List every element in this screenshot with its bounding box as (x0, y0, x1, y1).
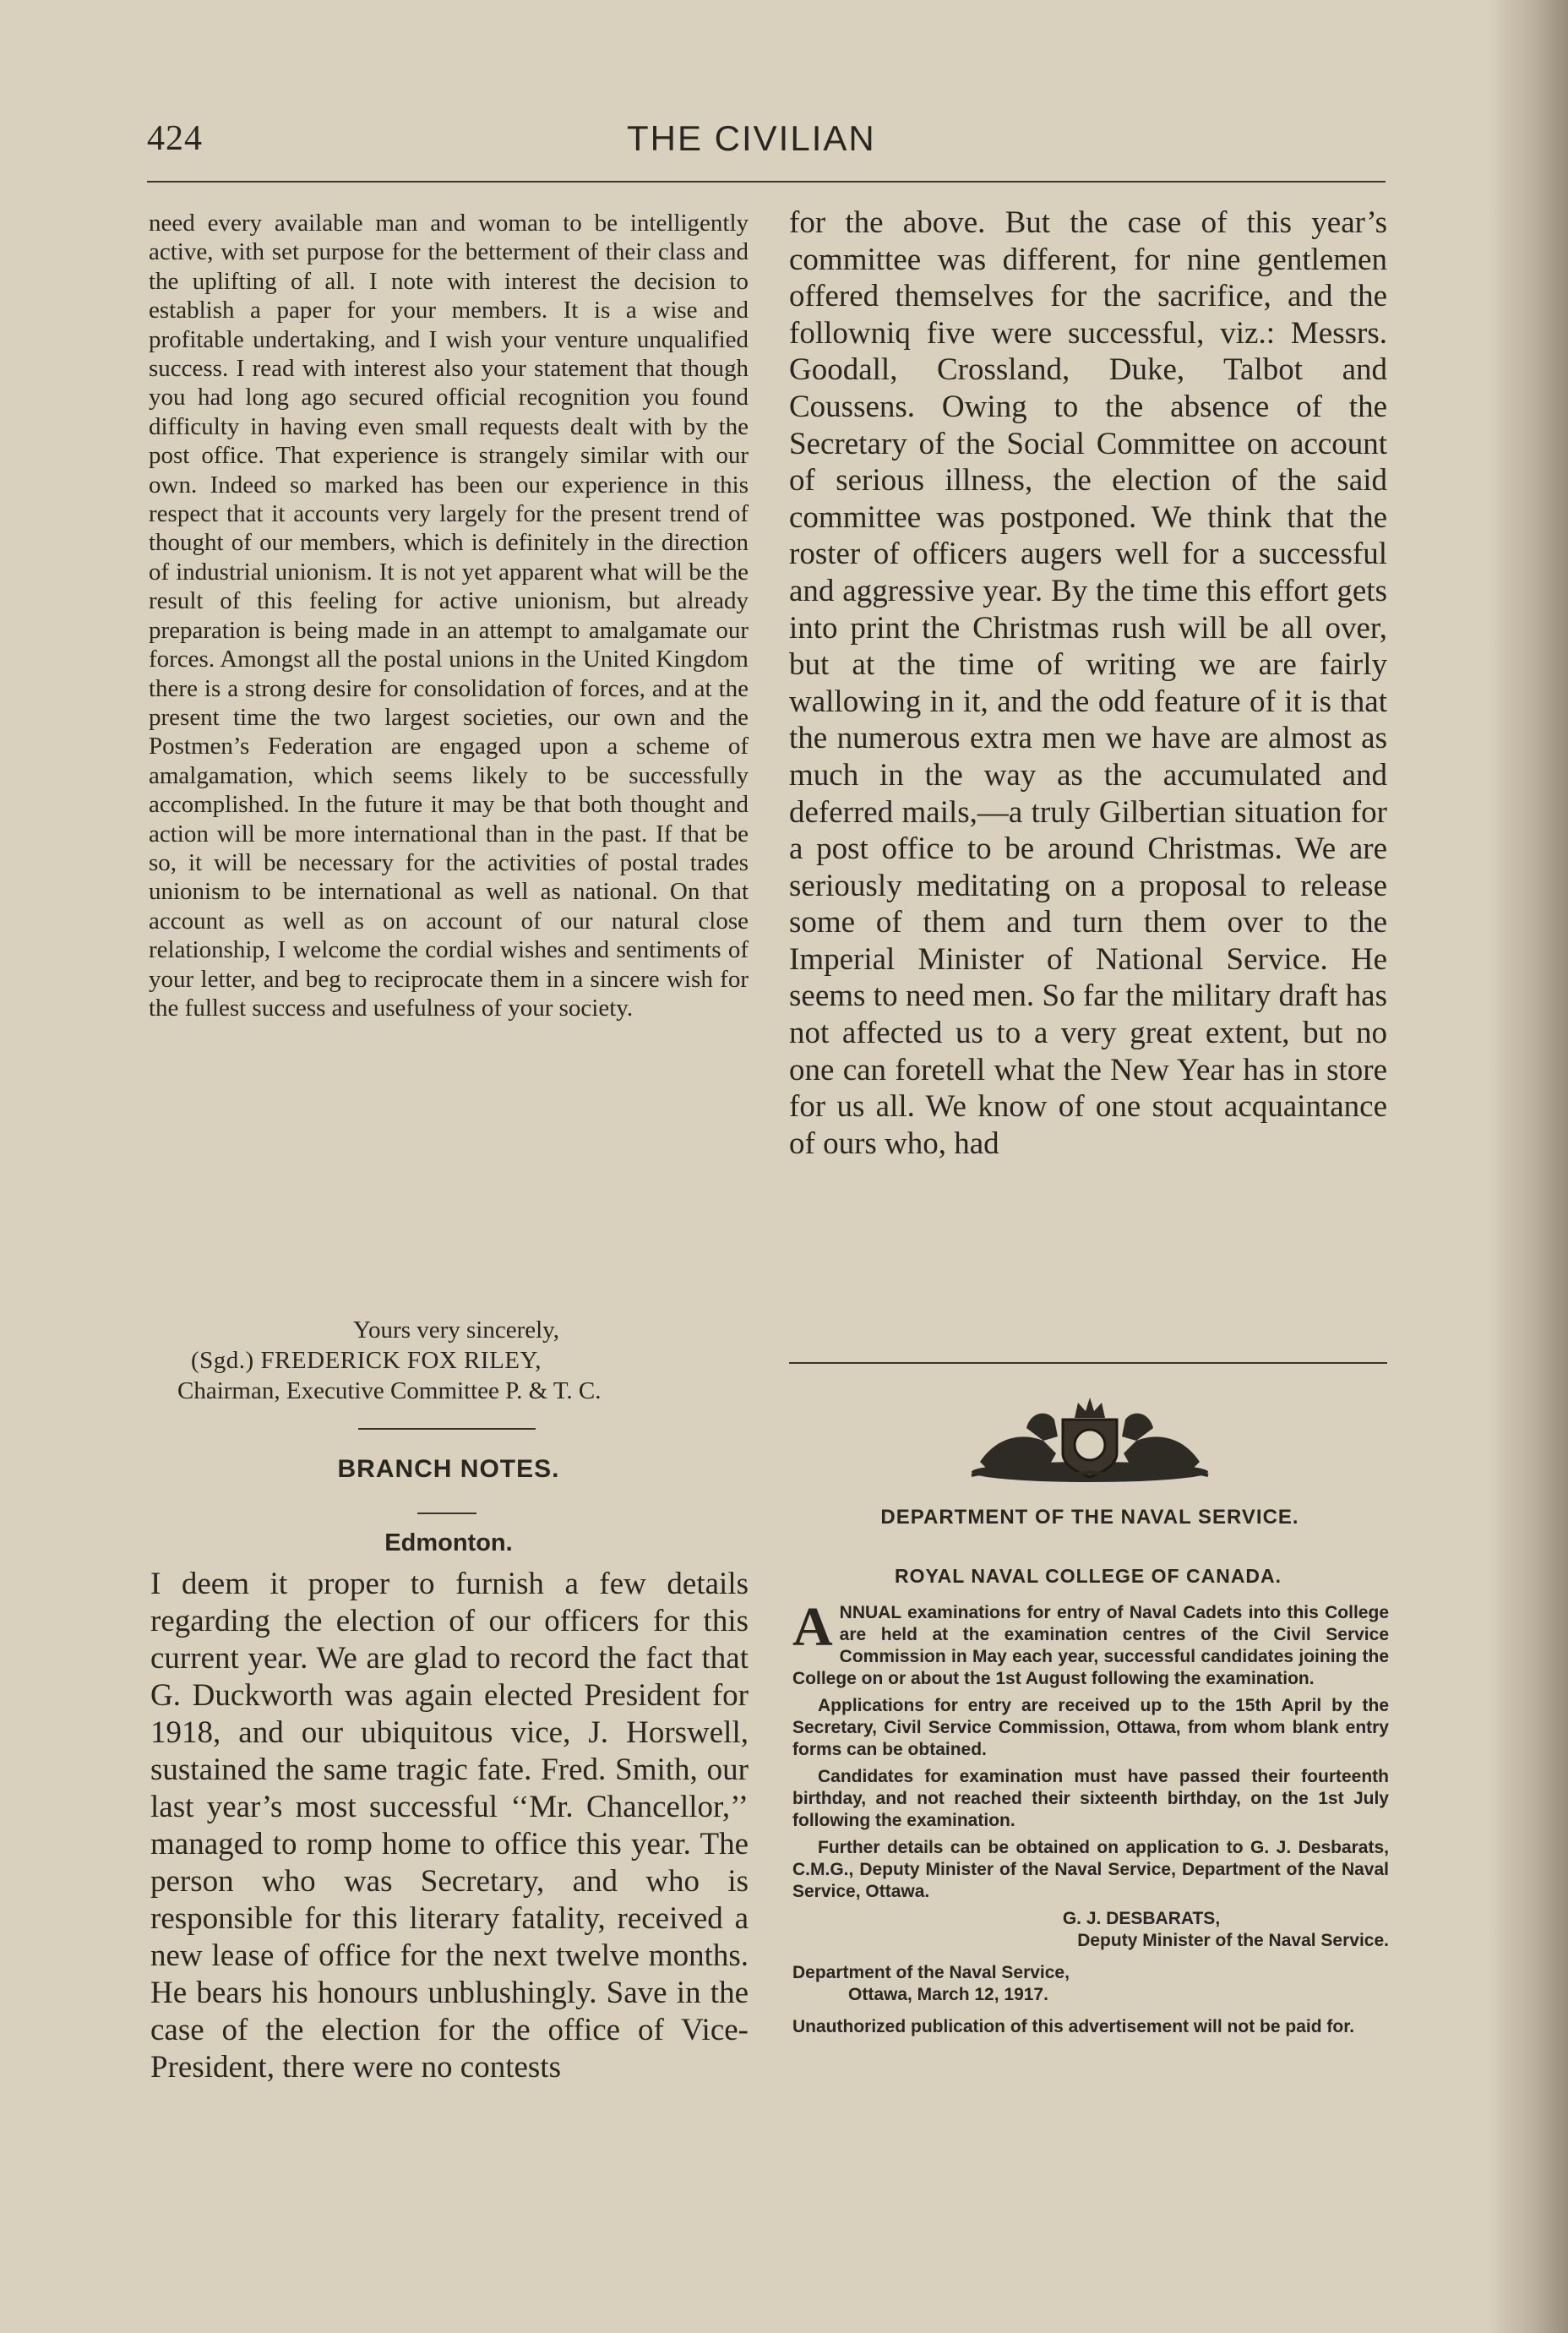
ad-paragraph-1 (792, 1596, 1389, 1690)
ad-date-line: Ottawa, March 12, 1917. (848, 1985, 1048, 2004)
ad-paragraph-1-text: NNUAL examinations for entry of Naval Cadets into this College are held at the examination centres of the Civil Service Commission in May each year, successful candidates joining the College on or about the 1st August following the examination. (792, 1603, 1389, 1688)
edmonton-notes-right (789, 204, 1387, 1162)
letter-signature: (Sgd.) FREDERICK FOX RILEY, (191, 1347, 542, 1374)
ad-paragraph-4: Further details can be obtained on application to G. J. Desbarats, C.M.G., Deputy Minister of the Naval Service, Department of the Naval Service, Ottawa. (792, 1838, 1389, 1901)
advertisement-subtitle: ROYAL NAVAL COLLEGE OF CANADA. (894, 1565, 1282, 1587)
subheading-divider (417, 1513, 476, 1514)
column-end-rule (789, 1362, 1387, 1364)
page-number: 424 (147, 119, 203, 158)
publication-title: THE CIVILIAN (627, 118, 876, 158)
advertisement-title: DEPARTMENT OF THE NAVAL SERVICE. (880, 1506, 1299, 1529)
section-divider (358, 1428, 536, 1430)
advertisement-body (792, 1596, 1389, 2038)
royal-coat-of-arms-icon (963, 1394, 1217, 1485)
drop-cap: A (792, 1596, 833, 1658)
letter-closing: Yours very sincerely, (353, 1316, 560, 1344)
letter-text (149, 209, 749, 1022)
ad-department-line: Department of the Naval Service, (792, 1963, 1070, 1982)
edmonton-subheading: Edmonton. (384, 1529, 513, 1556)
edmonton-notes-left (150, 1566, 749, 2086)
ad-signer: G. J. DESBARATS, (1062, 1909, 1221, 1928)
ad-signer-title: Deputy Minister of the Naval Service. (1077, 1931, 1389, 1950)
header-rule (147, 181, 1386, 183)
branch-notes-heading: BRANCH NOTES. (337, 1455, 560, 1483)
edmonton-paragraph-continued: for the above. But the case of this year’s committee was different, for nine gentlemen offered themselves for the sacrifice, and the followniq five were successful, viz.: Messrs. Goodall, Crossland, Duke, Talbot and Coussens. Owing to the absence of the Secretary of the Social Committee on account of serious illness, the election of the said committee was postponed. We think that the roster of officers augers well for a successful and aggressive year. By the time this effort gets into print the Christmas rush will be all over, but at the time of writing we are fairly wallowing in it, and the odd feature of it is that the numerous extra men we have are almost as much in the way as the accumulated and deferred mails,—a truly Gilbertian situation for a post office to be around Christmas. We are seriously meditating on a proposal to release some of them and turn them over to the Imperial Minister of National Service. He seems to need men. So far the military draft has not affected us to a very great extent, but no one can foretell what the New Year has in store for us all. We know of one stout acquaintance of ours who, had (789, 205, 1387, 1161)
ad-paragraph-2: Applications for entry are received up to the 15th April by the Secretary, Civil Service Commission, Ottawa, from whom blank entry forms can be obtained. (792, 1696, 1389, 1759)
ad-paragraph-3: Candidates for examination must have passed their fourteenth birthday, and not reached their sixteenth birthday, on the 1st July following the examination. (792, 1767, 1389, 1830)
ad-unauthorized-notice: Unauthorized publication of this advertisement will not be paid for. (792, 2017, 1355, 2036)
page-edge-shadow (1487, 0, 1568, 2333)
letter-signature-title: Chairman, Executive Committee P. & T. C. (177, 1377, 602, 1404)
letter-paragraph: need every available man and woman to be intelligently active, with set purpose for the betterment of their class and the uplifting of all. I note with interest the decision to establish a paper for your members. It is a wise and profitable undertaking, and I wish your venture unqualified success. I read with interest also your statement that though you had long ago secured official recognition you found difficulty in having even small requests dealt with by the post office. That experience is strangely similar with our own. Indeed so marked has been our experience in this respect that it accounts very largely for the present trend of thought of our members, which is definitely in the direction of industrial unionism. It is not yet apparent what will be the result of this feeling for active unionism, but already preparation is being made in an attempt to amalgamate our forces. Amongst all the postal unions in the United Kingdom there is a strong desire for consolidation of forces, and at the present time the two largest societies, our own and the Postmen’s Federation are engaged upon a scheme of amalgamation, which seems likely to be successfully accomplished. In the future it may be that both thought and action will be more international than in the past. If that be so, it will be necessary for the activities of postal trades unionism to be international as well as national. On that account as well as on account of our natural close relationship, I welcome the cordial wishes and sentiments of your letter, and beg to reciprocate them in a sincere wish for the fullest success and usefulness of your society. (149, 210, 749, 1022)
edmonton-paragraph: I deem it proper to furnish a few details regarding the election of our officers for this current year. We are glad to record the fact that G. Duckworth was again elected President for 1918, and our ubiquitous vice, J. Horswell, sustained the same tragic fate. Fred. Smith, our last year’s most successful ‘‘Mr. Chancellor,’’ managed to romp home to office this year. The person who was Secretary, and who is responsible for this literary fatality, received a new lease of office for the next twelve months. He bears his honours unblushingly. Save in the case of the election for the office of Vice-President, there were no contests (150, 1567, 749, 2085)
